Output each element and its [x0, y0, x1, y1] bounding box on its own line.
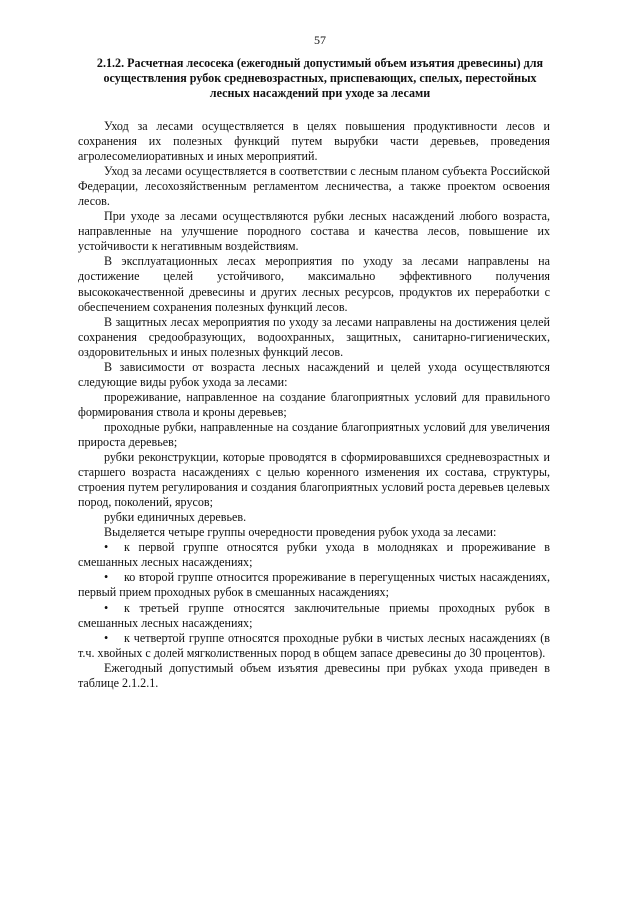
paragraph: При уходе за лесами осуществляются рубки лесных насаждений любого возраста, направленные на улучшение породного состава и качества лесов, повышение их устойчивости к негативным воздействиям. [78, 209, 550, 254]
paragraph: Уход за лесами осуществляется в целях повышения продуктивности лесов и сохранения их полезных функций путем вырубки части деревьев, проведения агролесомелиоративных и иных мероприятий. [78, 119, 550, 164]
bullet-icon: • [104, 540, 109, 555]
list-item-thinning: прореживание, направленное на создание благоприятных условий для правильного формирования ствола и кроны деревьев; [78, 389, 550, 419]
bullet-item-group-4 [78, 631, 550, 661]
bullet-text: к четвертой группе относятся проходные рубки в чистых лесных насаждениях (в т.ч. хвойных с долей мягколиственных пород в общем запасе древесины до 30 процентов). [78, 630, 550, 660]
bullet-item-group-1 [78, 540, 550, 570]
document-body [78, 119, 550, 691]
bullet-text: к первой группе относятся рубки ухода в молодняках и прореживание в смешанных лесных насаждениях; [78, 540, 550, 570]
paragraph: В зависимости от возраста лесных насаждений и целей ухода осуществляются следующие виды рубок ухода за лесами: [78, 359, 550, 389]
section-heading: 2.1.2. Расчетная лесосека (ежегодный допустимый объем изъятия древесины) для осуществления рубок средневозрастных, приспевающих, спелых, перестойных лесных насаждений при уходе за лесами [96, 56, 544, 100]
bullet-icon: • [104, 630, 109, 645]
paragraph: Уход за лесами осуществляется в соответствии с лесным планом субъекта Российской Федерации, лесохозяйственным регламентом лесничества, а также проектом освоения лесов. [78, 164, 550, 209]
list-item-single-trees: рубки единичных деревьев. [104, 510, 247, 525]
page-number: 57 [314, 33, 326, 47]
bullet-item-group-2 [78, 570, 550, 600]
bullet-text: ко второй группе относится прореживание в перегущенных чистых насаждениях, первый прием проходных рубок в смешанных насаждениях; [78, 570, 550, 600]
bullet-icon: • [104, 570, 109, 585]
closing-paragraph: Ежегодный допустимый объем изъятия древесины при рубках ухода приведен в таблице 2.1.2.1. [78, 660, 550, 690]
bullet-text: к третьей группе относятся заключительные приемы проходных рубок в смешанных лесных насаждениях; [78, 600, 550, 630]
list-item-passage-cuttings: проходные рубки, направленные на создание благоприятных условий для увеличения прироста деревьев; [78, 419, 550, 449]
bullet-item-group-3 [78, 601, 550, 631]
bullet-icon: • [104, 600, 109, 615]
list-item-reconstruction: рубки реконструкции, которые проводятся в сформировавшихся средневозрастных и старшего возраста насаждениях с целью коренного изменения их состава, структуры, строения путем регулирования и создания благоприятных условий роста деревьев целевых пород, поколений, ярусов; [78, 450, 550, 510]
paragraph: Выделяется четыре группы очередности проведения рубок ухода за лесами: [104, 525, 497, 540]
paragraph: В защитных лесах мероприятия по уходу за лесами направлены на достижения целей сохранения средообразующих, водоохранных, защитных, санитарно-гигиенических, оздоровительных и иных полезных функций лесов. [78, 314, 550, 359]
paragraph: В эксплуатационных лесах мероприятия по уходу за лесами направлены на достижение целей устойчивого, максимально эффективного получения высококачественной древесины и других лесных ресурсов, продуктов их переработки с обеспечением сохранения полезных функций лесов. [78, 254, 550, 314]
